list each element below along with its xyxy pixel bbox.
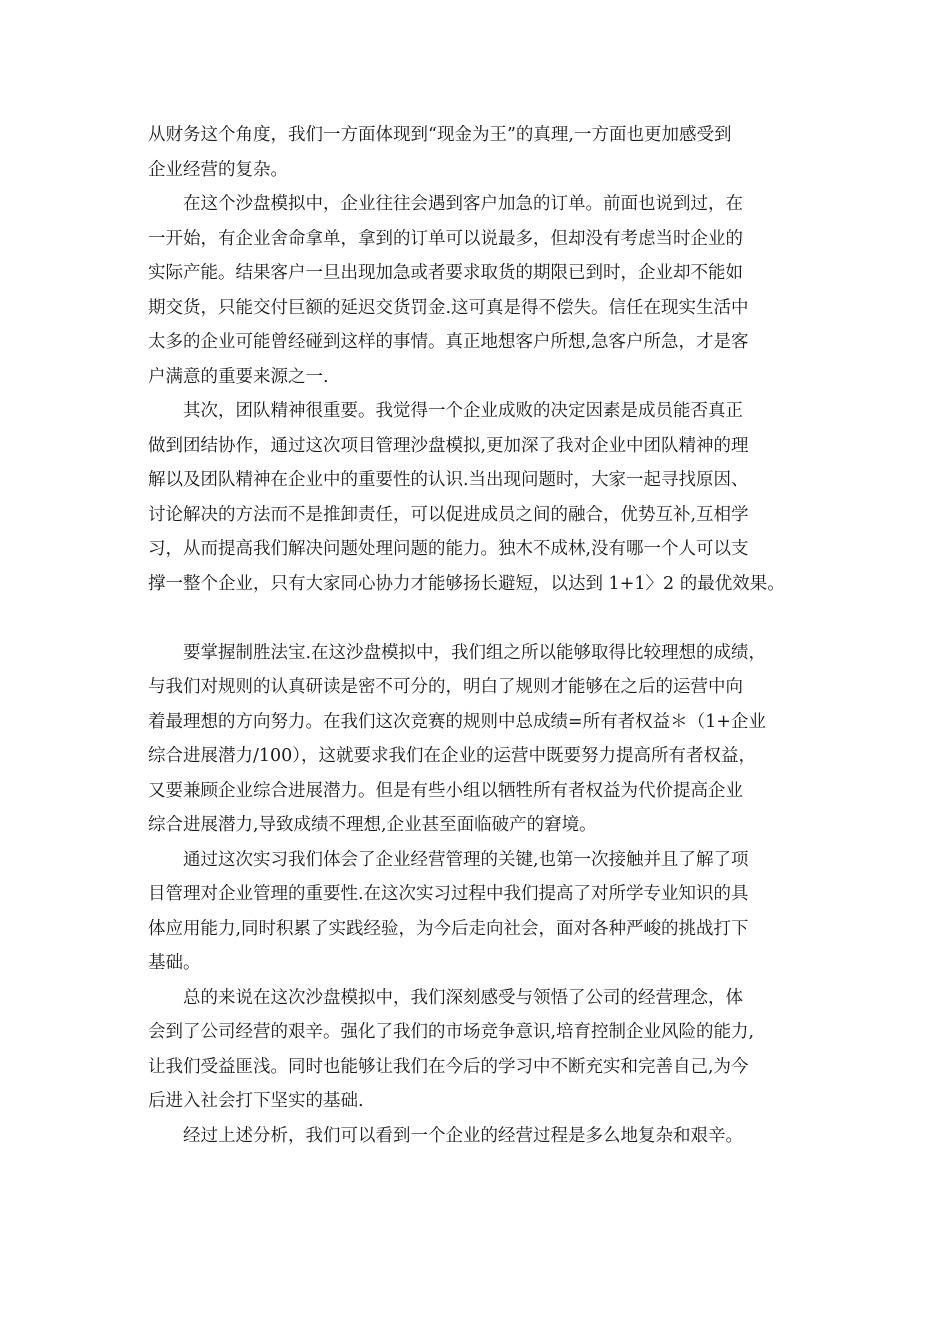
text-line: 让我们受益匪浅。同时也能够让我们在今后的学习中不断充实和完善自己,为今 (148, 1056, 749, 1077)
text-line: 期交货，只能交付巨额的延迟交货罚金.这可真是得不偿失。信任在现实生活中 (148, 297, 749, 318)
paragraph-gap (148, 601, 828, 636)
text-line: 着最理想的方向努力。在我们这次竞赛的规则中总成绩=所有者权益＊（1+企业 (148, 711, 766, 732)
text-line: 又要兼顾企业综合进展潜力。但是有些小组以牺牲所有者权益为代价提高企业 (148, 780, 743, 801)
text-line: 会到了公司经营的艰辛。强化了我们的市场竞争意识,培育控制企业风险的能力, (148, 1022, 755, 1042)
text-line: 习，从而提高我们解决问题处理问题的能力。独木不成林,没有哪一个人可以支 (148, 539, 749, 559)
text-line: 户满意的重要来源之一. (148, 366, 329, 387)
text-line: 解以及团队精神在企业中的重要性的认识.当出现问题时，大家一起寻找原因、 (148, 470, 749, 490)
text-line: 经过上述分析，我们可以看到一个企业的经营过程是多么地复杂和艰辛。 (183, 1125, 743, 1146)
text-line: 实际产能。结果客户一旦出现加急或者要求取货的期限已到时，企业却不能如 (148, 263, 743, 283)
text-line: 总的来说在这次沙盘模拟中，我们深刻感受与领悟了公司的经营理念，体 (183, 987, 743, 1008)
text-line: 目管理对企业管理的重要性.在这次实习过程中我们提高了对所学专业知识的具 (148, 884, 749, 904)
text-line: 一开始，有企业舍命拿单，拿到的订单可以说最多，但却没有考虑当时企业的 (148, 228, 743, 249)
text-line: 与我们对规则的认真研读是密不可分的，明白了规则才能够在之后的运营中向 (148, 677, 743, 697)
text-line: 在这个沙盘模拟中，企业往往会遇到客户加急的订单。前面也说到过，在 (183, 194, 743, 214)
text-line: 做到团结协作，通过这次项目管理沙盘模拟,更加深了我对企业中团队精神的理 (148, 435, 749, 456)
text-line: 其次，团队精神很重要。我觉得一个企业成败的决定因素是成员能否真正 (183, 401, 743, 421)
text-line: 后进入社会打下坚实的基础. (148, 1091, 364, 1111)
text-line: 撑一整个企业，只有大家同心协力才能够扬长避短，以达到 1+1〉2 的最优效果。 (148, 573, 785, 594)
text-line: 综合进展潜力/100），这就要求我们在企业的运营中既要努力提高所有者权益， (148, 746, 757, 766)
text-line: 综合进展潜力,导致成绩不理想,企业甚至面临破产的窘境。 (148, 815, 597, 835)
text-line: 通过这次实习我们体会了企业经营管理的关键,也第一次接触并且了解了项 (183, 849, 749, 870)
text-line: 从财务这个角度，我们一方面体现到“现金为王”的真理,一方面也更加感受到 (148, 125, 732, 145)
text-line: 要掌握制胜法宝.在这沙盘模拟中，我们组之所以能够取得比较理想的成绩， (183, 642, 767, 663)
text-line: 企业经营的复杂。 (148, 159, 288, 180)
body-text (148, 118, 828, 1153)
text-line: 讨论解决的方法而不是推卸责任，可以促进成员之间的融合，优势互补,互相学 (148, 504, 749, 525)
text-line: 体应用能力,同时积累了实践经验，为今后走向社会，面对各种严峻的挑战打下 (148, 918, 749, 939)
text-line: 基础。 (148, 953, 201, 973)
text-line: 太多的企业可能曾经碰到这样的事情。真正地想客户所想,急客户所急，才是客 (148, 332, 749, 352)
